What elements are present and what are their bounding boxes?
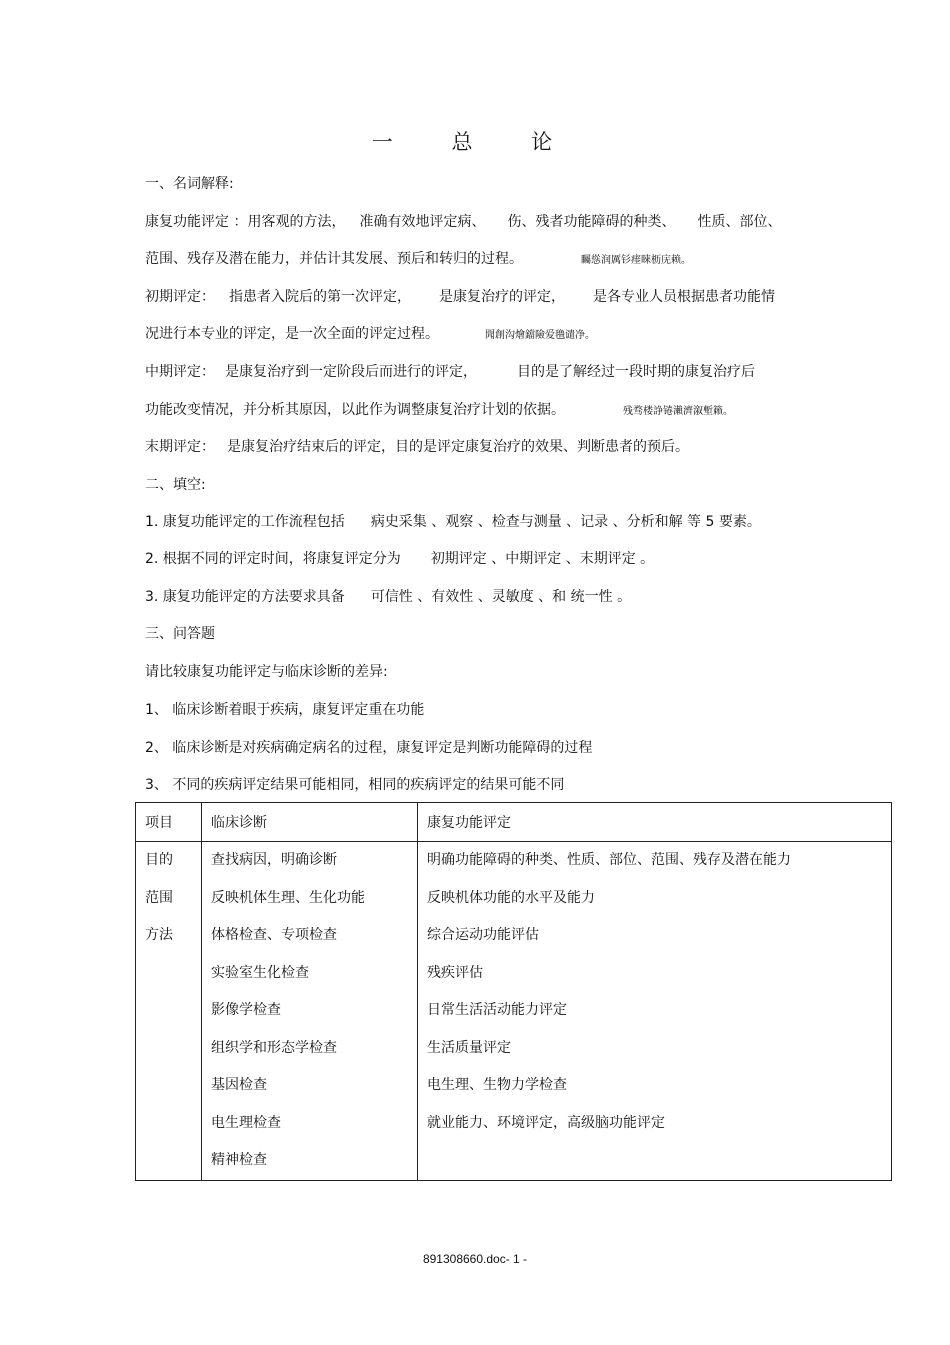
- text-run: 功能改变情况，并分析其原因，以此作为调整康复治疗计划的依据。: [145, 402, 565, 418]
- table-cell-line: 日常生活活动能力评定: [427, 1002, 567, 1018]
- qa-answer-3: 3、 不同的疾病评定结果可能相同，相同的疾病评定的结果可能不同: [145, 777, 565, 793]
- definition-rehab-eval-line-2: [145, 249, 691, 271]
- qa-answer-2: 2、 临床诊断是对疾病确定病名的过程，康复评定是判断功能障碍的过程: [145, 740, 593, 756]
- table-header-row: [136, 803, 892, 842]
- definition-final-eval: [145, 437, 689, 457]
- clinical-column: [202, 842, 418, 1181]
- qa-answer-1: 1、 临床诊断着眼于疾病，康复评定重在功能: [145, 702, 425, 718]
- table-cell-line: 实验室生化检查: [211, 964, 309, 981]
- section-3-heading: 三、问答题: [145, 626, 215, 642]
- garbled-note: 矚慫润厲钐瘗睞枥庑赖。: [581, 255, 691, 266]
- table-cell-line: 明确功能障碍的种类、性质、部位、范围、残存及潜在能力: [427, 852, 791, 868]
- qa-question: 请比较康复功能评定与临床诊断的差异:: [145, 664, 388, 680]
- definition-rehab-eval-line-1: [145, 212, 781, 232]
- header-rehab: 康复功能评定: [418, 803, 892, 842]
- text-run: 范围、残存及潜在能力，并估计其发展、预后和转归的过程。: [145, 251, 523, 267]
- text-run: 是康复治疗到一定阶段后而进行的评定，: [225, 364, 477, 380]
- table-cell-line: 电生理、生物力学检查: [427, 1077, 567, 1093]
- definition-interim-eval-line-2: [145, 400, 733, 422]
- table-cell-line: 就业能力、环境评定，高级脑功能评定: [427, 1114, 665, 1131]
- table-cell-line: 体格检查、专项检查: [211, 927, 337, 943]
- garbled-note: 残骛楼諍锩瀨濟溆塹籟。: [623, 406, 733, 417]
- question-text: 2. 根据不同的评定时间，将康复评定分为: [145, 551, 401, 567]
- text-run: 指患者入院后的第一次评定，: [229, 289, 411, 305]
- text-run: 目的是了解经过一段时期的康复治疗后: [517, 364, 755, 380]
- table-cell-line: 基因检查: [211, 1077, 267, 1093]
- table-cell-line: 方法: [145, 927, 173, 943]
- table-cell-line: 查找病因，明确诊断: [211, 852, 337, 868]
- fill-in-question-3: [145, 587, 631, 607]
- fill-in-question-1: [145, 512, 761, 532]
- term-label: 中期评定：: [145, 364, 215, 380]
- answer-text: 可信性 、有效性 、灵敏度 、和 统一性 。: [370, 589, 632, 605]
- answer-text: 病史采集 、观察 、检查与测量 、记录 、分析和解 等 5 要素。: [370, 514, 761, 530]
- answer-text: 初期评定 、中期评定 、末期评定 。: [430, 551, 655, 567]
- fill-in-question-2: [145, 549, 654, 569]
- page-footer: 891308660.doc- 1 -: [422, 1252, 528, 1266]
- text-run: 性质、部位、: [697, 214, 782, 230]
- table-cell-line: 影像学检查: [211, 1002, 281, 1018]
- term-label: 末期评定：: [145, 439, 215, 455]
- table-cell-line: 反映机体生理、生化功能: [211, 889, 365, 906]
- text-run: 康复功能评定 ：用客观的方法，: [145, 214, 346, 230]
- text-run: 伤、残者功能障碍的种类、: [507, 214, 676, 230]
- page-title: 一 总 论: [371, 130, 579, 154]
- table-cell-line: 范围: [145, 889, 173, 906]
- header-clinical: 临床诊断: [202, 803, 418, 842]
- section-2-heading: 二、填空:: [145, 477, 206, 493]
- text-run: 是各专业人员根据患者功能情: [593, 289, 775, 305]
- comparison-table: [135, 802, 892, 1181]
- table-cell-line: 目的: [145, 852, 173, 868]
- garbled-note: 聞創沟燴鐺險爱氇谴净。: [485, 330, 595, 341]
- table-cell-line: 残疾评估: [427, 964, 483, 981]
- table-cell-line: 组织学和形态学检查: [211, 1039, 337, 1056]
- section-1-heading: 一、名词解释:: [145, 176, 234, 192]
- definition-initial-eval-line-2: [145, 324, 595, 346]
- table-cell-line: 综合运动功能评估: [427, 927, 539, 943]
- table-cell-line: 反映机体功能的水平及能力: [427, 889, 595, 906]
- table-cell-line: 电生理检查: [211, 1114, 281, 1131]
- definition-initial-eval-line-1: [145, 287, 775, 307]
- text-run: 是康复治疗结束后的评定，目的是评定康复治疗的效果、判断患者的预后。: [227, 439, 689, 455]
- question-text: 1. 康复功能评定的工作流程包括: [145, 514, 345, 530]
- rehab-column: [418, 842, 892, 1181]
- table-cell-line: 生活质量评定: [427, 1039, 511, 1056]
- term-label: 初期评定：: [145, 289, 215, 305]
- definition-interim-eval-line-1: [145, 362, 755, 382]
- items-column: [136, 842, 202, 1181]
- table-body-row: [136, 842, 892, 1181]
- question-text: 3. 康复功能评定的方法要求具备: [145, 589, 345, 605]
- text-run: 准确有效地评定病、: [359, 214, 486, 230]
- header-item: 项目: [136, 803, 202, 842]
- text-run: 是康复治疗的评定，: [439, 289, 565, 305]
- table-cell-line: 精神检查: [211, 1152, 267, 1168]
- text-run: 况进行本专业的评定，是一次全面的评定过程。: [145, 326, 439, 342]
